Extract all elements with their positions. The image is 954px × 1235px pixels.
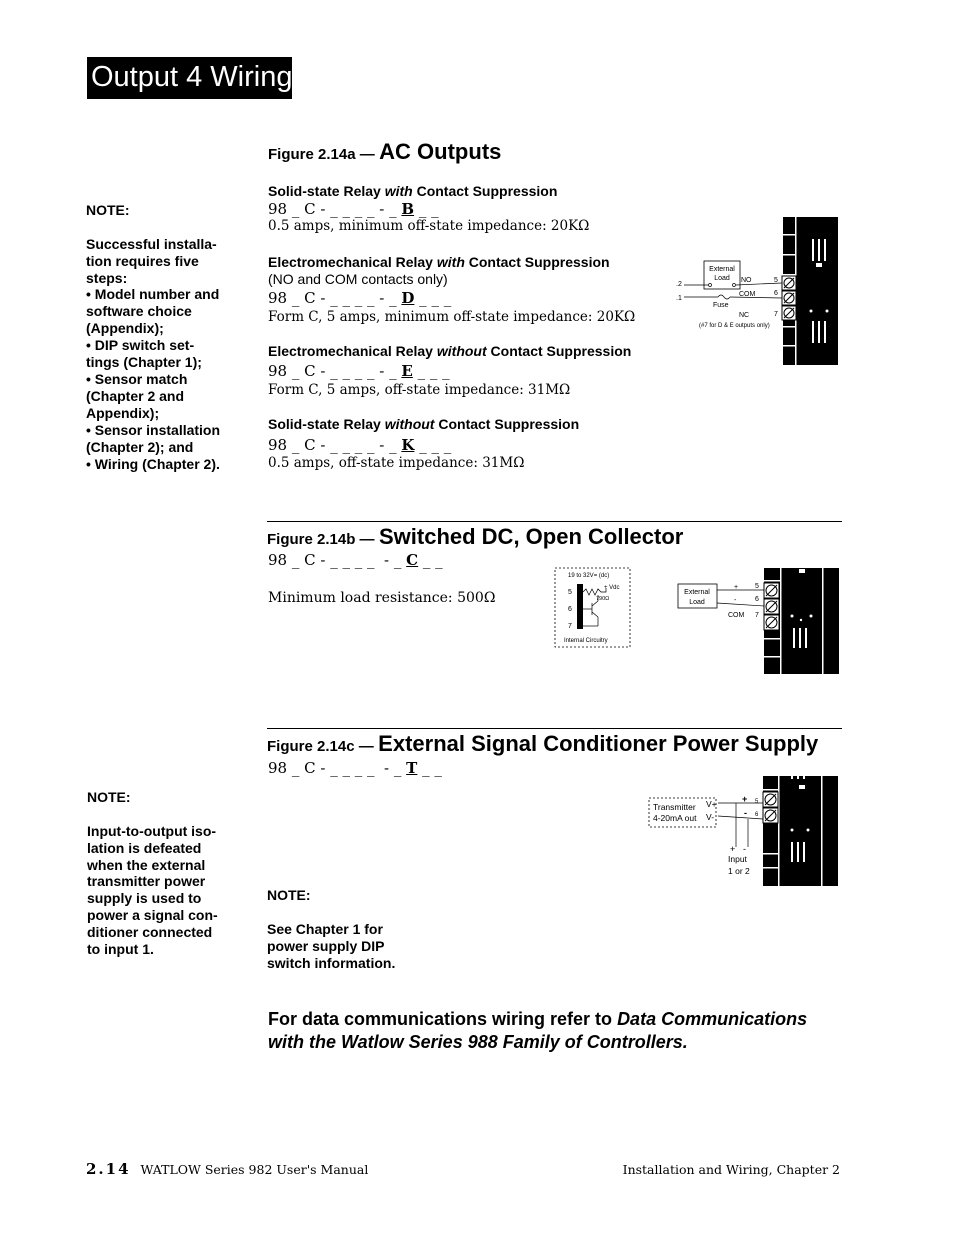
model-number: 98 _ C - _ _ _ _ - _ B _ _ — [268, 200, 439, 218]
reference-lead: For data communications wiring refer to — [268, 1009, 618, 1029]
input-minus-label: - — [743, 844, 746, 854]
terminal-6-label: 6 — [568, 606, 572, 613]
minus-label: - — [744, 808, 747, 818]
terminal-screws — [782, 276, 796, 320]
plus-label: + — [734, 584, 739, 591]
no-contact-label: NO — [741, 277, 752, 284]
vdc-label: + Vdc — [604, 585, 620, 591]
note-text: See Chapter 1 for power supply DIP switch information. — [267, 920, 396, 971]
relay-spec: Form C, 5 amps, off-state impedance: 31MΩ — [268, 382, 571, 398]
terminal-5-label: 5 — [568, 589, 572, 596]
relay-type-label: Electromechanical Relay with Contact Suppression — [268, 254, 610, 270]
model-number: 98 _ C - _ _ _ _ - _ D _ _ _ — [268, 289, 452, 307]
transmitter-label: 4-20mA out — [653, 813, 697, 823]
figure-number: Figure 2.14a — — [268, 146, 375, 163]
terminal-7-label: 7 — [774, 311, 778, 318]
note-heading: NOTE: — [86, 201, 130, 218]
plus-label: + — [742, 794, 748, 804]
v-minus-label: V- — [706, 812, 715, 822]
figure-number: Figure 2.14c — — [267, 738, 374, 755]
relay-spec-list — [268, 183, 658, 472]
load-label: External — [709, 266, 735, 273]
line-1-label: .1 — [676, 295, 682, 302]
diagram-footnote: (#7 for D & E outputs only) — [699, 323, 770, 329]
fuse-label: Fuse — [713, 302, 729, 309]
figure-2-14a-title — [268, 139, 501, 165]
power-supply-note — [267, 870, 437, 988]
footer-left — [86, 1160, 368, 1178]
load-label: External — [684, 589, 710, 596]
figure-heading: AC Outputs — [379, 139, 502, 164]
signal-conditioner-wiring-diagram — [646, 775, 840, 887]
transmitter-label: Transmitter — [653, 802, 696, 812]
minus-label: - — [734, 597, 737, 604]
load-resistance-spec: Minimum load resistance: 500Ω — [268, 590, 496, 606]
com-label: COM — [728, 612, 745, 619]
input-label: 1 or 2 — [728, 866, 750, 876]
section-divider — [267, 521, 842, 522]
note-text: Successful installa- tion requires five steps: • Model number and software choice (Appendix); • DIP switch set- tings (Chapter 1); • Sensor match (Chapter 2 and Appendix); • Sensor installation (Chapter 2); and • Wiring (Chapter 2). — [86, 235, 221, 472]
note-text: Input-to-output iso- lation is defeated when the external transmitter power supply is used to power a signal con- ditioner connected to input 1. — [87, 822, 218, 958]
terminal-6-label: 6 — [755, 812, 759, 818]
ac-output-wiring-diagram — [670, 214, 842, 368]
figure-heading: Switched DC, Open Collector — [378, 524, 684, 549]
terminal-5-label: 5 — [774, 277, 778, 284]
manual-name: WATLOW Series 982 User's Manual — [140, 1162, 369, 1177]
page-number: 2.14 — [86, 1160, 131, 1178]
data-communications-reference — [268, 1008, 848, 1054]
switched-dc-wiring-diagram — [672, 566, 842, 676]
load-label: Load — [689, 599, 705, 606]
model-number: 98 _ C - _ _ _ _ - _ E _ _ _ — [268, 362, 450, 380]
terminal-7-label: 7 — [755, 612, 759, 619]
v-plus-label: V+ — [706, 799, 717, 809]
terminal-7-label: 7 — [568, 623, 572, 630]
relay-spec: Form C, 5 amps, minimum off-state impedance: 20KΩ — [268, 309, 636, 325]
input-label: Input — [728, 854, 747, 864]
note-heading: NOTE: — [267, 886, 311, 903]
figure-2-14c-title — [267, 731, 818, 757]
wiring — [718, 803, 763, 847]
terminal-6-label: 6 — [774, 290, 778, 297]
figure-heading: External Signal Conditioner Power Supply — [378, 731, 819, 756]
model-number: 98 _ C - _ _ _ _ - _ T _ _ — [268, 759, 442, 777]
model-number: 98 _ C - _ _ _ _ - _ C _ _ — [268, 551, 443, 569]
terminal-6-label: 6 — [755, 596, 759, 603]
side-note-steps — [86, 185, 256, 489]
input-plus-label: + — [730, 844, 736, 854]
line-2-label: .2 — [676, 281, 682, 288]
relay-type-label: Electromechanical Relay without Contact Suppression — [268, 343, 632, 359]
internal-circuitry-diagram — [554, 567, 632, 649]
relay-type-note: (NO and COM contacts only) — [268, 271, 448, 287]
nc-contact-label: NC — [739, 312, 750, 319]
model-number: 98 _ C - _ _ _ _ - _ K _ _ _ — [268, 436, 452, 454]
com-contact-label: COM — [739, 291, 756, 298]
supply-label: 19 to 32V= (dc) — [568, 573, 610, 579]
resistor-label: 790Ω — [596, 596, 610, 602]
relay-type-label: Solid-state Relay without Contact Suppression — [268, 416, 580, 432]
section-divider — [267, 728, 842, 729]
figure-number: Figure 2.14b — — [267, 531, 375, 548]
page-title: Output 4 Wiring — [87, 57, 292, 99]
relay-spec: 0.5 amps, off-state impedance: 31MΩ — [268, 455, 525, 471]
load-label: Load — [714, 275, 730, 282]
footer-chapter: Installation and Wiring, Chapter 2 — [622, 1162, 840, 1177]
note-heading: NOTE: — [87, 788, 131, 805]
figure-2-14b-title — [267, 524, 683, 550]
relay-type-label: Solid-state Relay with Contact Suppression — [268, 183, 558, 199]
internal-circuitry-caption: Internal Circuitry — [564, 638, 608, 644]
relay-spec: 0.5 amps, minimum off-state impedance: 20KΩ — [268, 218, 590, 234]
terminal-5-label: 5 — [755, 583, 759, 590]
side-note-isolation — [87, 772, 257, 975]
reference-manual-title: Data Communications with the Watlow Series 988 Family of Controllers. — [268, 1009, 808, 1052]
terminal-5-label: 5 — [755, 799, 759, 805]
